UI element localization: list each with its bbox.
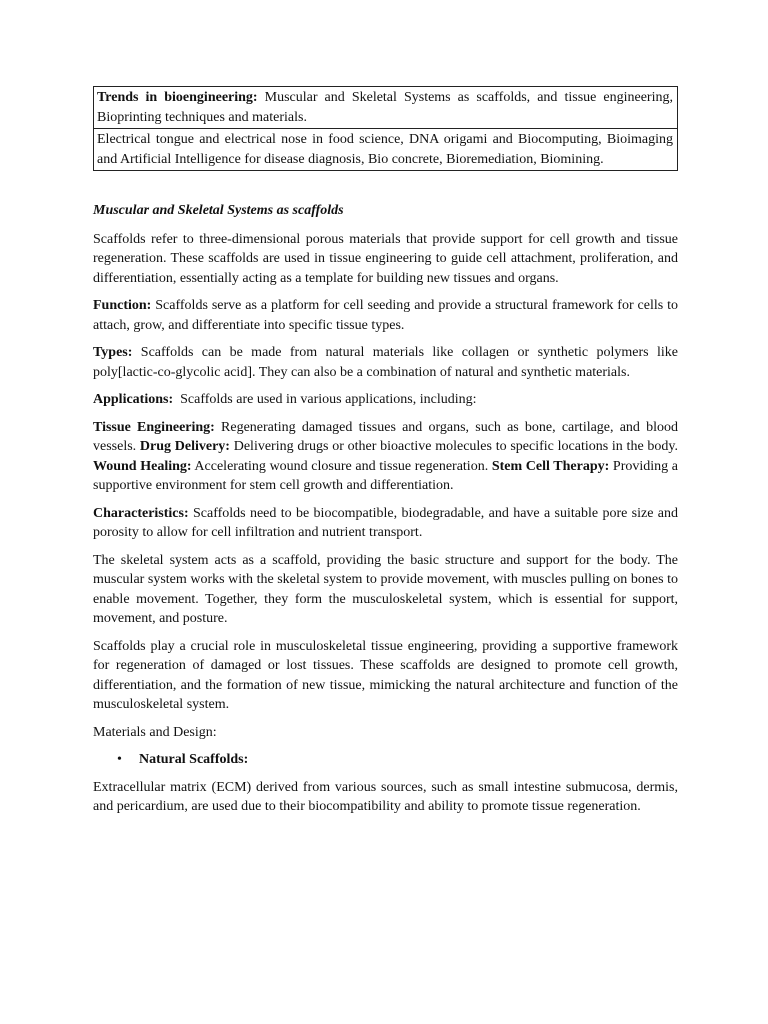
role-paragraph: Scaffolds play a crucial role in musculoskeletal tissue engineering, providing a supportive framework for regeneration of damaged or lost tissues. These scaffolds are designed to promote cell growth, differentiation, and the formation of new tissue, mimicking the natural architecture and function of the musculoskeletal system. (93, 638, 678, 712)
topics-text-1: Muscular and Skeletal Systems as scaffolds, and tissue engineering, Bioprinting techniques and materials. (97, 90, 673, 125)
stem-cell-therapy-text: Providing a supportive environment for stem cell growth and differentiation. (93, 458, 679, 493)
applications-label: Applications: (93, 392, 174, 407)
function-label: Function: (93, 298, 152, 313)
types-label: Types: (93, 345, 133, 360)
drug-delivery-label: Drug Delivery: (139, 439, 230, 454)
ecm-paragraph: Extracellular matrix (ECM) derived from various sources, such as small intestine submucosa, dermis, and pericardium, are used due to their biocompatibility and ability to promote tissue regeneration. (93, 779, 678, 814)
topics-table (93, 86, 678, 171)
wound-healing-label: Wound Healing: (93, 458, 192, 474)
stem-cell-therapy-label: Stem Cell Therapy: (491, 458, 610, 474)
bullet-list-item (93, 750, 678, 770)
applications-paragraph (93, 390, 678, 410)
types-paragraph (93, 343, 678, 382)
tissue-engineering-label: Tissue Engineering: (93, 419, 215, 435)
characteristics-label: Characteristics: (93, 505, 189, 521)
tissue-engineering-text: Regenerating damaged tissues and organs, such as bone, cartilage, and blood vessels. (93, 419, 678, 454)
characteristics-paragraph (93, 504, 678, 543)
characteristics-text: Scaffolds need to be biocompatible, biodegradable, and have a suitable pore size and porosity to allow for cell infiltration and nutrient transport. (93, 505, 678, 540)
bullet-icon: • (117, 752, 122, 767)
intro-paragraph: Scaffolds refer to three-dimensional porous materials that provide support for cell growth and tissue regeneration. These scaffolds are used in tissue engineering to guide cell attachment, proliferation, and differentiation, essentially acting as a template for building new tissues and organs. (93, 231, 678, 286)
function-text: Scaffolds serve as a platform for cell seeding and provide a structural framework for cells to attach, grow, and differentiate into specific tissue types. (93, 298, 678, 333)
skeletal-system-paragraph: The skeletal system acts as a scaffold, providing the basic structure and support for the body. The muscular system works with the skeletal system to provide movement, with muscles pulling on bones to enable movement. Together, they form the musculoskeletal system, which is essential for support, movement, and posture. (93, 552, 678, 626)
topics-label: Trends in bioengineering: (97, 90, 258, 105)
types-text: Scaffolds can be made from natural materials like collagen or synthetic polymers like poly[lactic-co-glycolic acid]. They can also be a combination of natural and synthetic materials. (93, 345, 678, 380)
topics-row-2 (94, 128, 677, 170)
bullet-item-label: Natural Scaffolds: (139, 752, 249, 767)
materials-heading: Materials and Design: (93, 724, 217, 740)
topics-row-1 (94, 87, 677, 128)
topics-text-2: Electrical tongue and electrical nose in food science, DNA origami and Biocomputing, Bioimaging and Artificial Intelligence for disease diagnosis, Bio concrete, Bioremediation, Biomining. (97, 132, 673, 167)
wound-healing-text: Accelerating wound closure and tissue regeneration. (191, 458, 492, 474)
function-paragraph (93, 296, 678, 335)
page-content (93, 86, 678, 825)
drug-delivery-text: Delivering drugs or other bioactive molecules to specific locations in the body. (229, 439, 678, 454)
applications-detail-paragraph (93, 418, 678, 496)
applications-text: Scaffolds are used in various applications, including: (173, 392, 477, 407)
section-heading: Muscular and Skeletal Systems as scaffolds (93, 203, 344, 218)
